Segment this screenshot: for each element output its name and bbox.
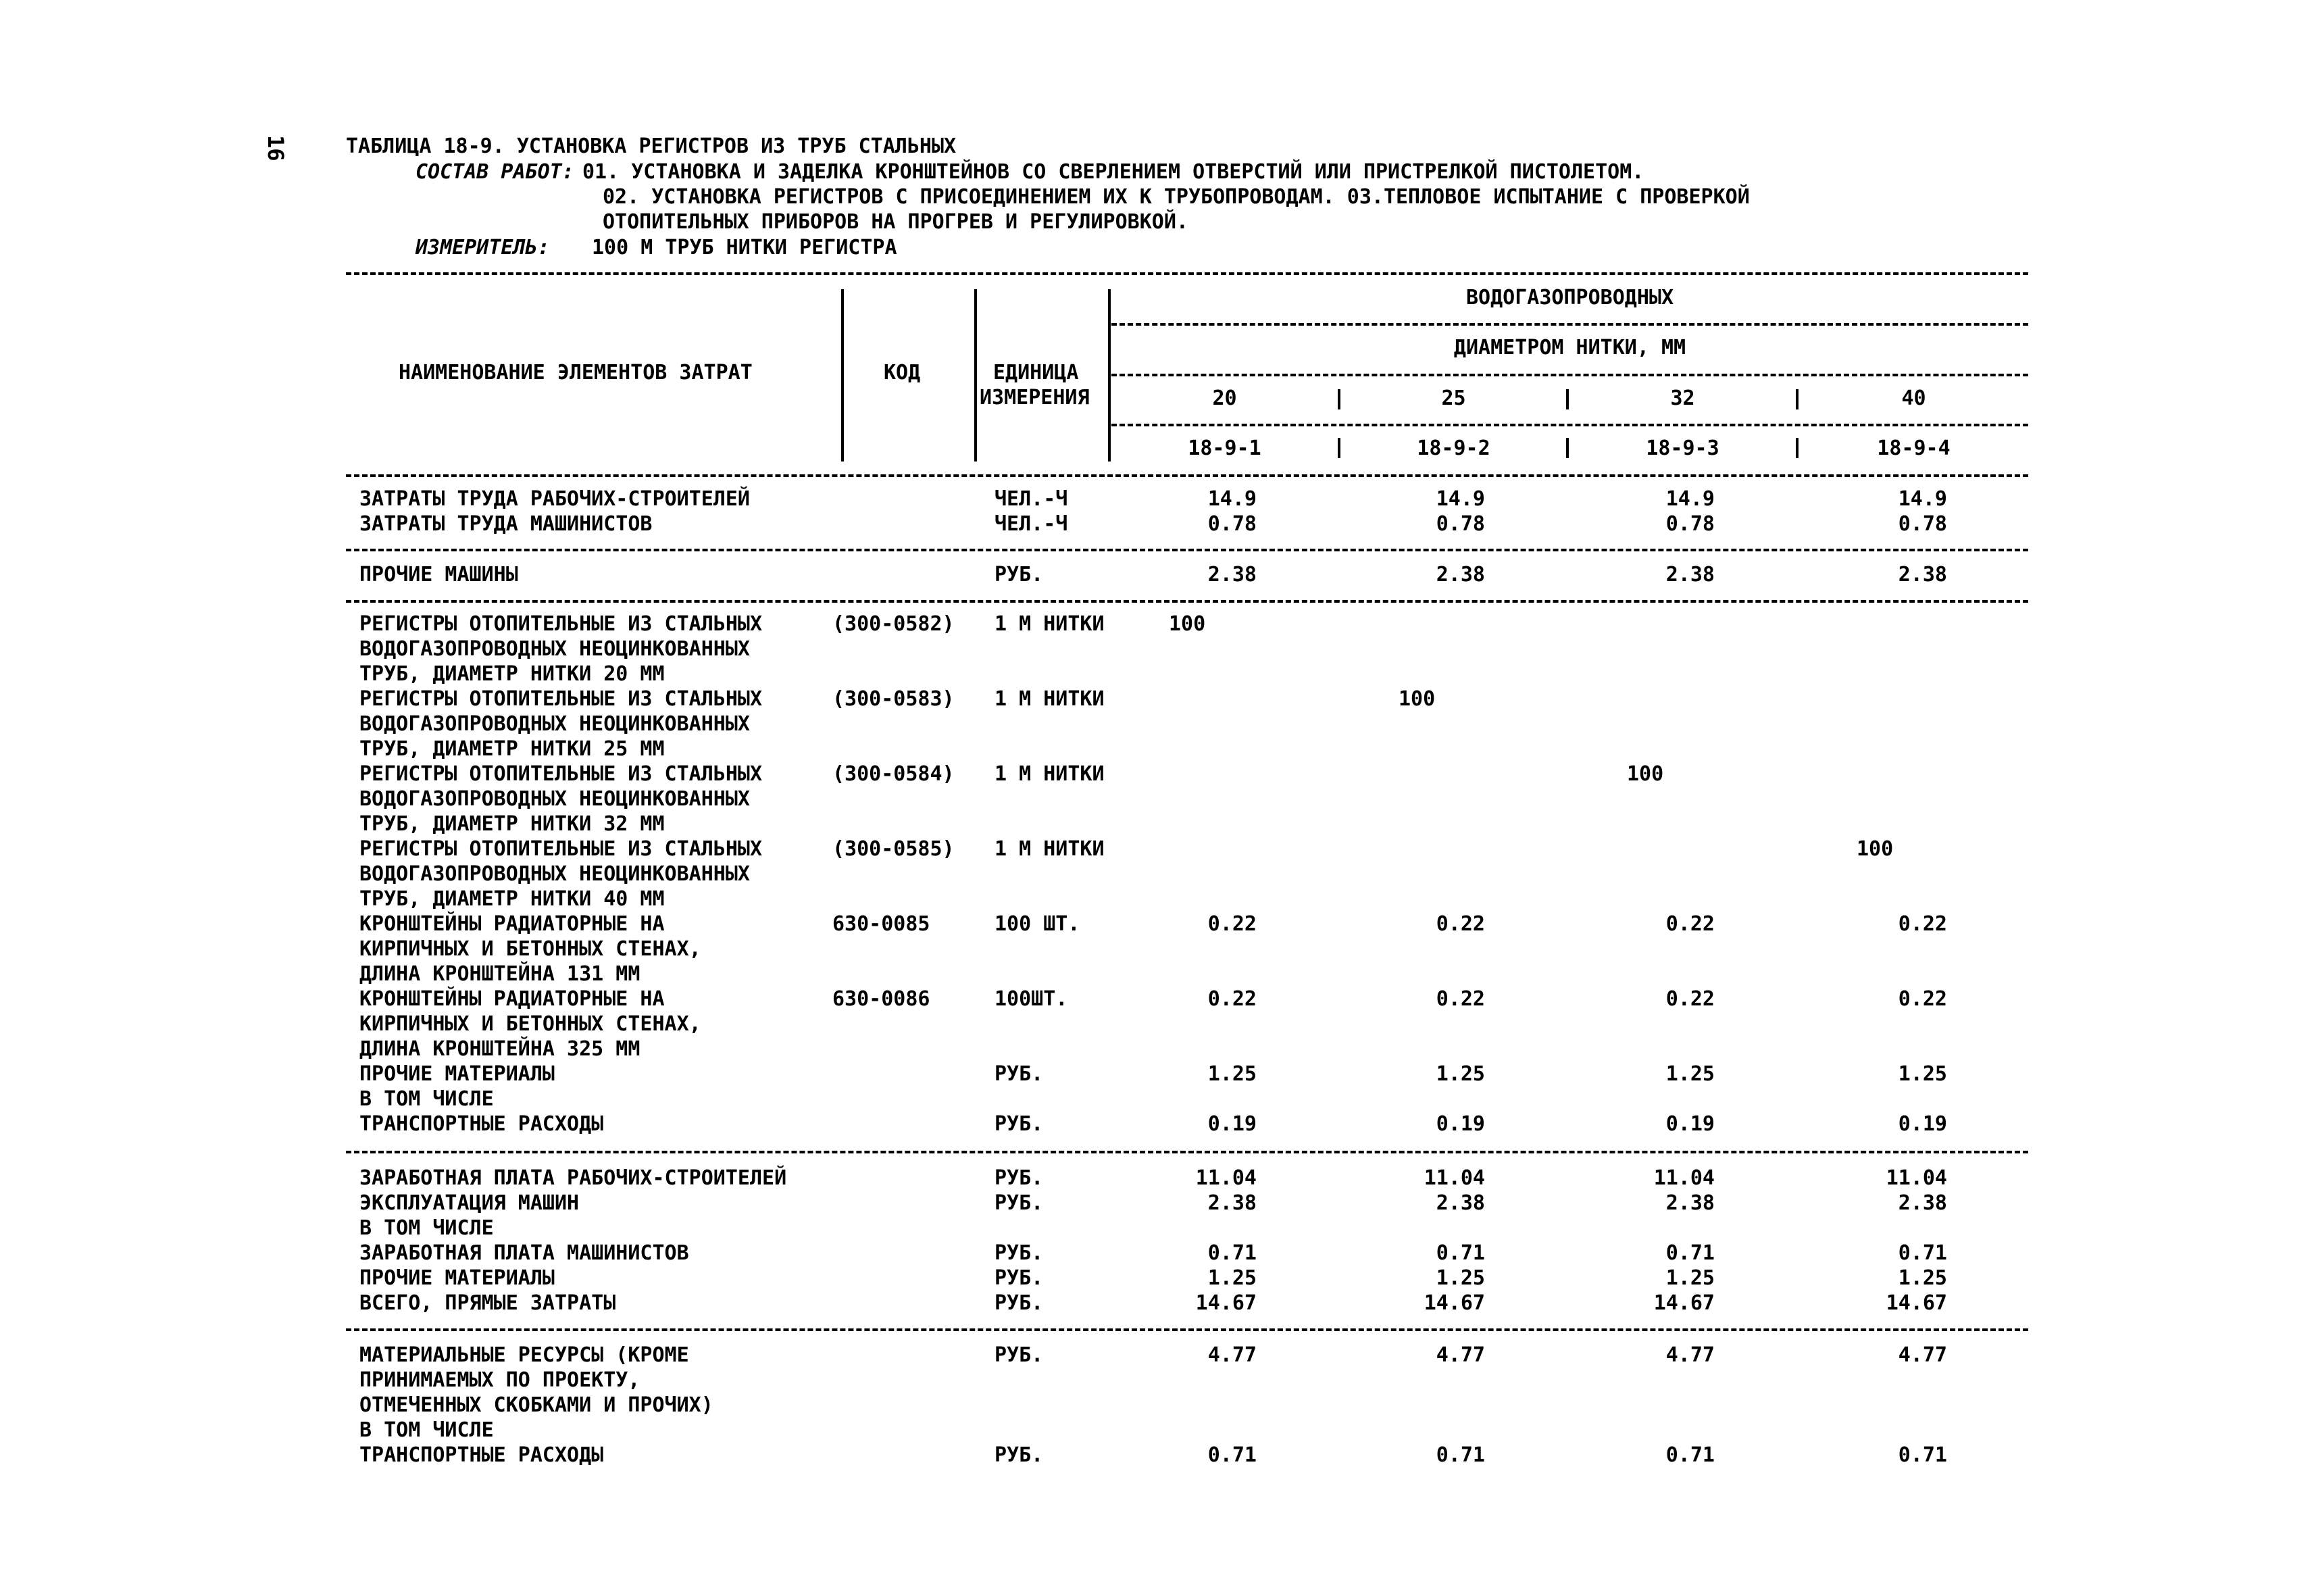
row-value: 0.78: [1898, 512, 1947, 536]
row-value: 4.77: [1436, 1343, 1485, 1367]
row-name: МАТЕРИАЛЬНЫЕ РЕСУРСЫ (КРОМЕ: [359, 1343, 689, 1367]
row-value: 14.9: [1207, 487, 1257, 511]
row-value: 0.19: [1665, 1112, 1715, 1136]
header-subgroup: ДИАМЕТРОМ НИТКИ, ММ: [1453, 336, 1686, 359]
row-value: 0.22: [1665, 987, 1715, 1011]
row-unit: 1 М НИТКИ: [995, 687, 1105, 711]
row-value: 0.71: [1207, 1241, 1257, 1265]
row-unit: РУБ.: [995, 563, 1044, 587]
row-unit: 100 ШТ.: [995, 912, 1080, 936]
header-code-18-9-4: 18-9-4: [1877, 437, 1951, 460]
row-name: ДЛИНА КРОНШТЕЙНА 325 ММ: [359, 1037, 640, 1061]
row-value: 100: [1399, 687, 1436, 711]
measure-value: 100 М ТРУБ НИТКИ РЕГИСТРА: [592, 236, 897, 259]
row-value: 11.04: [1424, 1166, 1485, 1190]
row-value: 1.25: [1898, 1266, 1947, 1290]
row-name: КИРПИЧНЫХ И БЕТОННЫХ СТЕНАХ,: [359, 937, 701, 961]
row-unit: 100ШТ.: [995, 987, 1068, 1011]
row-code: (300-0583): [832, 687, 955, 711]
row-value: 0.22: [1436, 987, 1485, 1011]
rule-diameters: [1111, 424, 2028, 426]
row-value: 14.67: [1886, 1291, 1947, 1315]
row-name: КРОНШТЕЙНЫ РАДИАТОРНЫЕ НА: [359, 912, 665, 936]
divider-c3: [1796, 438, 1799, 458]
page-number: 16: [263, 135, 288, 161]
header-diameter-40: 40: [1901, 386, 1926, 410]
row-value: 0.78: [1665, 512, 1715, 536]
row-value: 2.38: [1436, 1191, 1485, 1215]
rule-section-4: [346, 1328, 2028, 1331]
rule-section-2: [346, 600, 2028, 603]
header-unit-line-1: ЕДИНИЦА: [993, 361, 1079, 384]
row-name: ЗАТРАТЫ ТРУДА РАБОЧИХ-СТРОИТЕЛЕЙ: [359, 487, 750, 511]
row-value: 2.38: [1436, 563, 1485, 587]
row-name: ВОДОГАЗОПРОВОДНЫХ НЕОЦИНКОВАННЫХ: [359, 712, 750, 736]
divider-c2: [1566, 438, 1569, 458]
divider-d2: [1566, 389, 1569, 409]
work-label: СОСТАВ РАБОТ:: [416, 160, 574, 184]
row-value: 1.25: [1665, 1062, 1715, 1086]
row-unit: 1 М НИТКИ: [995, 837, 1105, 861]
row-value: 14.67: [1653, 1291, 1715, 1315]
row-value: 2.38: [1207, 563, 1257, 587]
header-diameter-32: 32: [1670, 386, 1695, 410]
row-value: 14.9: [1436, 487, 1485, 511]
row-name: ЗАРАБОТНАЯ ПЛАТА РАБОЧИХ-СТРОИТЕЛЕЙ: [359, 1166, 787, 1190]
header-unit-line-2: ИЗМЕРЕНИЯ: [980, 386, 1090, 409]
row-name: ОТМЕЧЕННЫХ СКОБКАМИ И ПРОЧИХ): [359, 1393, 713, 1417]
row-value: 14.67: [1195, 1291, 1257, 1315]
measure-label: ИЗМЕРИТЕЛЬ:: [416, 236, 550, 259]
rule-section-3: [346, 1151, 2028, 1153]
row-unit: 1 М НИТКИ: [995, 612, 1105, 636]
row-unit: РУБ.: [995, 1291, 1044, 1315]
row-value: 1.25: [1436, 1062, 1485, 1086]
rule-top: [346, 272, 2028, 275]
row-name: ТРУБ, ДИАМЕТР НИТКИ 25 ММ: [359, 737, 665, 761]
rule-header-bottom: [346, 474, 2028, 477]
row-value: 14.9: [1665, 487, 1715, 511]
row-unit: ЧЕЛ.-Ч: [995, 512, 1068, 536]
row-code: 630-0085: [832, 912, 930, 936]
row-unit: 1 М НИТКИ: [995, 762, 1105, 786]
row-value: 0.71: [1665, 1241, 1715, 1265]
row-value: 2.38: [1665, 1191, 1715, 1215]
row-value: 0.22: [1436, 912, 1485, 936]
divider-c1: [1338, 438, 1340, 458]
header-diameter-25: 25: [1441, 386, 1466, 410]
row-value: 0.71: [1665, 1443, 1715, 1467]
row-value: 100: [1627, 762, 1664, 786]
row-value: 1.25: [1207, 1266, 1257, 1290]
row-value: 2.38: [1898, 1191, 1947, 1215]
row-name: ЗАТРАТЫ ТРУДА МАШИНИСТОВ: [359, 512, 653, 536]
divider-d3: [1796, 389, 1799, 409]
row-value: 14.67: [1424, 1291, 1485, 1315]
row-unit: РУБ.: [995, 1343, 1044, 1367]
row-value: 11.04: [1653, 1166, 1715, 1190]
row-value: 1.25: [1207, 1062, 1257, 1086]
row-value: 4.77: [1898, 1343, 1947, 1367]
row-name: В ТОМ ЧИСЛЕ: [359, 1087, 494, 1111]
row-value: 100: [1169, 612, 1206, 636]
row-value: 11.04: [1886, 1166, 1947, 1190]
row-value: 0.71: [1436, 1241, 1485, 1265]
row-name: ВОДОГАЗОПРОВОДНЫХ НЕОЦИНКОВАННЫХ: [359, 787, 750, 811]
row-value: 0.19: [1436, 1112, 1485, 1136]
row-value: 0.22: [1207, 912, 1257, 936]
row-value: 0.22: [1665, 912, 1715, 936]
row-value: 0.22: [1898, 987, 1947, 1011]
row-unit: ЧЕЛ.-Ч: [995, 487, 1068, 511]
row-unit: РУБ.: [995, 1241, 1044, 1265]
row-unit: РУБ.: [995, 1062, 1044, 1086]
row-name: В ТОМ ЧИСЛЕ: [359, 1216, 494, 1240]
row-name: ВОДОГАЗОПРОВОДНЫХ НЕОЦИНКОВАННЫХ: [359, 637, 750, 661]
row-value: 0.22: [1898, 912, 1947, 936]
row-unit: РУБ.: [995, 1191, 1044, 1215]
table-title: ТАБЛИЦА 18-9. УСТАНОВКА РЕГИСТРОВ ИЗ ТРУБ СТАЛЬНЫХ: [346, 134, 957, 158]
work-line-2: 02. УСТАНОВКА РЕГИСТРОВ С ПРИСОЕДИНЕНИЕМ ИХ К ТРУБОПРОВОДАМ. 03.ТЕПЛОВОЕ ИСПЫТАНИЕ С ПРОВЕРКОЙ: [603, 185, 1750, 209]
row-name: ПРОЧИЕ МАТЕРИАЛЫ: [359, 1062, 555, 1086]
row-value: 0.78: [1207, 512, 1257, 536]
row-value: 1.25: [1898, 1062, 1947, 1086]
row-name: РЕГИСТРЫ ОТОПИТЕЛЬНЫЕ ИЗ СТАЛЬНЫХ: [359, 612, 763, 636]
header-group: ВОДОГАЗОПРОВОДНЫХ: [1465, 286, 1674, 309]
row-name: ПРОЧИЕ МАШИНЫ: [359, 563, 518, 587]
row-value: 4.77: [1207, 1343, 1257, 1367]
row-name: ВОДОГАЗОПРОВОДНЫХ НЕОЦИНКОВАННЫХ: [359, 862, 750, 886]
header-code-column: КОД: [884, 361, 921, 384]
row-name: ДЛИНА КРОНШТЕЙНА 131 ММ: [359, 962, 640, 986]
row-value: 1.25: [1665, 1266, 1715, 1290]
row-value: 100: [1857, 837, 1894, 861]
row-value: 2.38: [1898, 563, 1947, 587]
rule-group: [1111, 323, 2028, 326]
row-value: 0.19: [1207, 1112, 1257, 1136]
row-unit: РУБ.: [995, 1266, 1044, 1290]
row-name: ТРАНСПОРТНЫЕ РАСХОДЫ: [359, 1112, 604, 1136]
row-code: (300-0585): [832, 837, 955, 861]
divider-values: [1108, 289, 1111, 462]
row-code: 630-0086: [832, 987, 930, 1011]
row-value: 0.71: [1898, 1443, 1947, 1467]
row-value: 0.71: [1436, 1443, 1485, 1467]
header-name-column: НАИМЕНОВАНИЕ ЭЛЕМЕНТОВ ЗАТРАТ: [399, 361, 753, 384]
work-line-1: 01. УСТАНОВКА И ЗАДЕЛКА КРОНШТЕЙНОВ СО СВЕРЛЕНИЕМ ОТВЕРСТИЙ ИЛИ ПРИСТРЕЛКОЙ ПИСТОЛЕТОМ.: [582, 160, 1644, 184]
row-code: (300-0582): [832, 612, 955, 636]
header-code-18-9-1: 18-9-1: [1188, 437, 1261, 460]
row-name: ПРИНИМАЕМЫХ ПО ПРОЕКТУ,: [359, 1368, 640, 1392]
row-name: ТРАНСПОРТНЫЕ РАСХОДЫ: [359, 1443, 604, 1467]
row-name: ЗАРАБОТНАЯ ПЛАТА МАШИНИСТОВ: [359, 1241, 689, 1265]
row-value: 0.78: [1436, 512, 1485, 536]
divider-unit: [974, 289, 977, 462]
row-name: КРОНШТЕЙНЫ РАДИАТОРНЫЕ НА: [359, 987, 665, 1011]
row-value: 4.77: [1665, 1343, 1715, 1367]
row-name: ТРУБ, ДИАМЕТР НИТКИ 20 ММ: [359, 662, 665, 686]
row-value: 11.04: [1195, 1166, 1257, 1190]
rule-subgroup: [1111, 374, 2028, 376]
row-name: РЕГИСТРЫ ОТОПИТЕЛЬНЫЕ ИЗ СТАЛЬНЫХ: [359, 762, 763, 786]
divider-code: [841, 289, 844, 462]
row-value: 0.71: [1898, 1241, 1947, 1265]
row-name: ТРУБ, ДИАМЕТР НИТКИ 40 ММ: [359, 887, 665, 911]
rule-section-1: [346, 549, 2028, 551]
header-diameter-20: 20: [1212, 386, 1237, 410]
divider-d1: [1338, 389, 1340, 409]
row-name: РЕГИСТРЫ ОТОПИТЕЛЬНЫЕ ИЗ СТАЛЬНЫХ: [359, 687, 763, 711]
work-line-3: ОТОПИТЕЛЬНЫХ ПРИБОРОВ НА ПРОГРЕВ И РЕГУЛИРОВКОЙ.: [603, 210, 1188, 234]
row-value: 0.71: [1207, 1443, 1257, 1467]
row-code: (300-0584): [832, 762, 955, 786]
row-name: В ТОМ ЧИСЛЕ: [359, 1418, 494, 1442]
row-value: 14.9: [1898, 487, 1947, 511]
row-value: 2.38: [1207, 1191, 1257, 1215]
row-name: РЕГИСТРЫ ОТОПИТЕЛЬНЫЕ ИЗ СТАЛЬНЫХ: [359, 837, 763, 861]
header-code-18-9-2: 18-9-2: [1417, 437, 1490, 460]
row-name: ВСЕГО, ПРЯМЫЕ ЗАТРАТЫ: [359, 1291, 616, 1315]
row-value: 2.38: [1665, 563, 1715, 587]
row-name: ПРОЧИЕ МАТЕРИАЛЫ: [359, 1266, 555, 1290]
row-value: 0.19: [1898, 1112, 1947, 1136]
row-name: ЭКСПЛУАТАЦИЯ МАШИН: [359, 1191, 580, 1215]
row-unit: РУБ.: [995, 1443, 1044, 1467]
header-code-18-9-3: 18-9-3: [1646, 437, 1719, 460]
row-name: ТРУБ, ДИАМЕТР НИТКИ 32 ММ: [359, 812, 665, 836]
row-unit: РУБ.: [995, 1166, 1044, 1190]
row-unit: РУБ.: [995, 1112, 1044, 1136]
row-value: 1.25: [1436, 1266, 1485, 1290]
row-value: 0.22: [1207, 987, 1257, 1011]
row-name: КИРПИЧНЫХ И БЕТОННЫХ СТЕНАХ,: [359, 1012, 701, 1036]
